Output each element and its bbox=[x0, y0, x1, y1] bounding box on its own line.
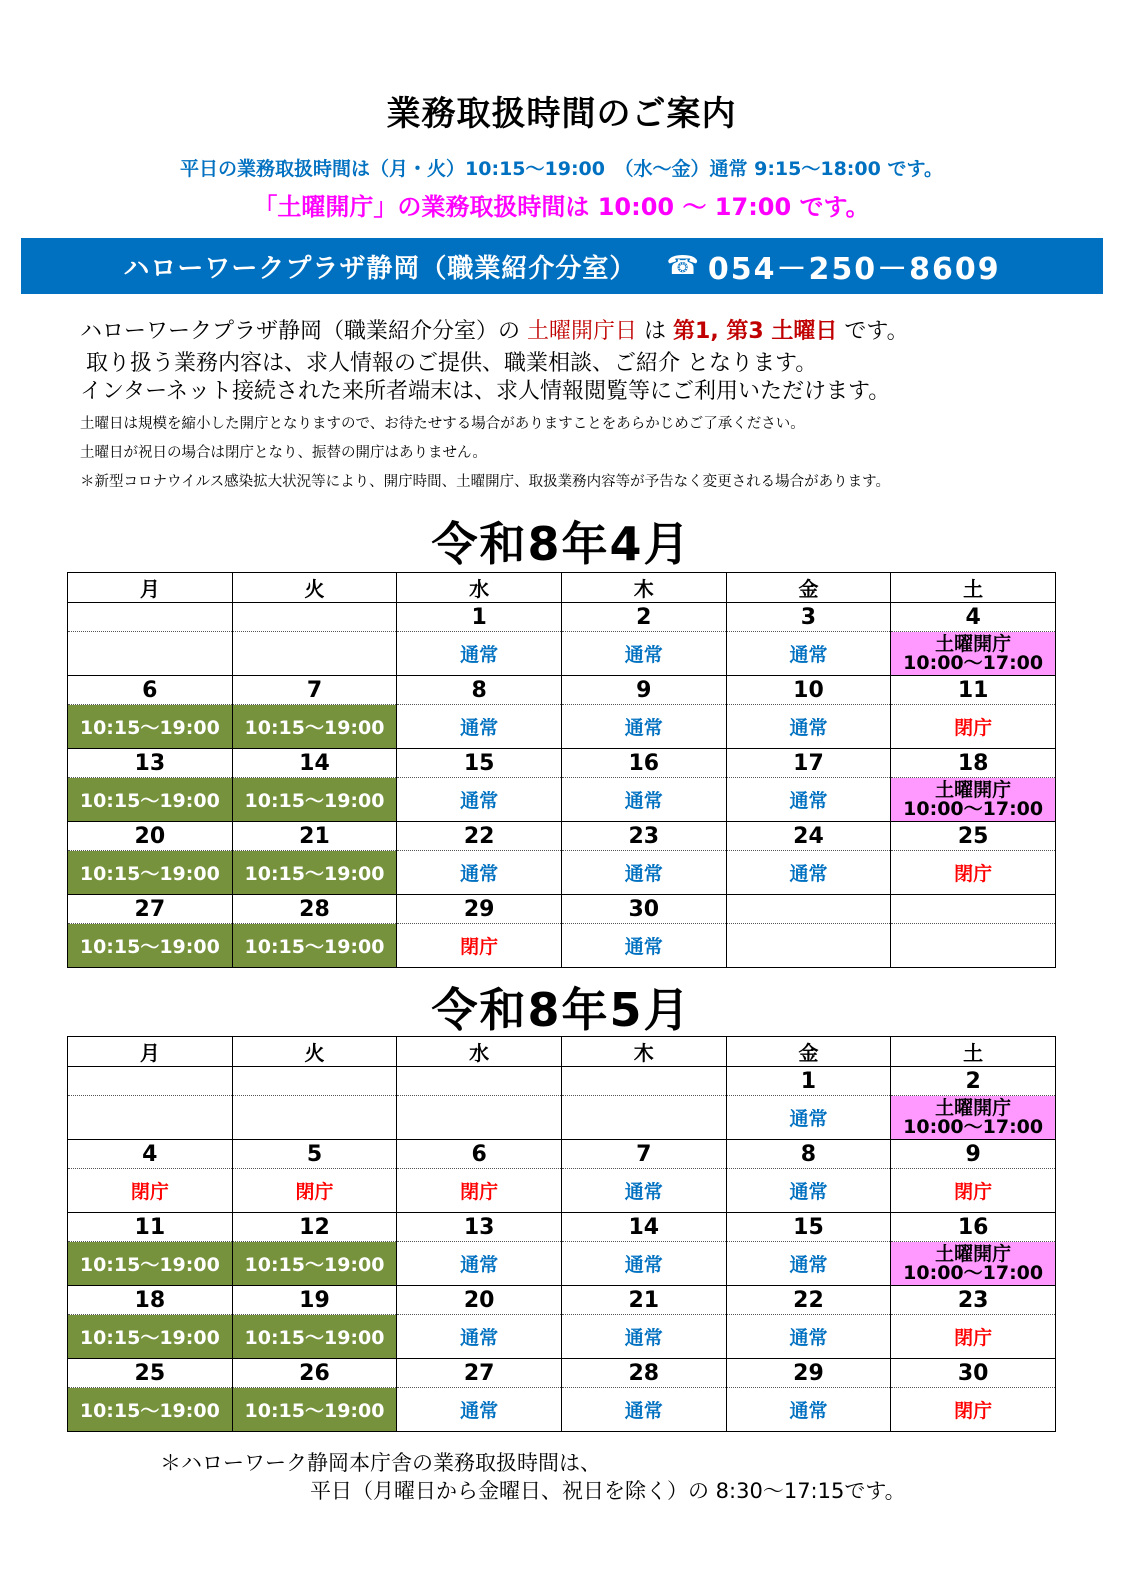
status-closed: 閉庁 bbox=[232, 1169, 397, 1213]
weekday-header-row bbox=[68, 573, 1056, 603]
day-number: 8 bbox=[726, 1140, 891, 1169]
day-number: 16 bbox=[561, 749, 726, 778]
day-number: 21 bbox=[232, 822, 397, 851]
day-number: 23 bbox=[891, 1286, 1056, 1315]
status-extended-hours: 10:15～19:00 bbox=[68, 924, 233, 968]
note-covid-changes: ＊新型コロナウイルス感染拡大状況等により、開庁時間、土曜開庁、取扱業務内容等が予告なく変更される場合があります。 bbox=[80, 474, 890, 490]
day-number: 19 bbox=[232, 1286, 397, 1315]
status-normal: 通常 bbox=[561, 632, 726, 676]
status-normal: 通常 bbox=[397, 778, 562, 822]
weekday-header-row bbox=[68, 1037, 1056, 1067]
week-date-row bbox=[68, 1067, 1056, 1096]
saturday-open-hours: 10:00～17:00 bbox=[903, 797, 1044, 820]
status-normal: 通常 bbox=[726, 1315, 891, 1359]
day-number: 7 bbox=[561, 1140, 726, 1169]
day-number: 10 bbox=[726, 676, 891, 705]
status-normal: 通常 bbox=[726, 1169, 891, 1213]
day-number: 27 bbox=[397, 1359, 562, 1388]
empty-cell bbox=[68, 1096, 233, 1140]
week-status-row bbox=[68, 1388, 1056, 1432]
week-date-row bbox=[68, 1286, 1056, 1315]
phone-number: 054－250－8609 bbox=[707, 252, 1001, 287]
day-number: 7 bbox=[232, 676, 397, 705]
week-status-row bbox=[68, 778, 1056, 822]
day-number: 2 bbox=[561, 603, 726, 632]
day-number: 15 bbox=[726, 1213, 891, 1242]
saturday-open-label: 土曜開庁 bbox=[935, 1096, 1012, 1119]
status-extended-hours: 10:15～19:00 bbox=[68, 851, 233, 895]
status-closed: 閉庁 bbox=[891, 1315, 1056, 1359]
status-saturday-open bbox=[891, 632, 1056, 676]
day-number: 12 bbox=[232, 1213, 397, 1242]
weekday-header: 月 bbox=[68, 573, 233, 603]
status-extended-hours: 10:15～19:00 bbox=[232, 705, 397, 749]
day-number bbox=[232, 603, 397, 632]
status-closed: 閉庁 bbox=[891, 705, 1056, 749]
weekday-header: 水 bbox=[397, 573, 562, 603]
saturday-open-label: 土曜開庁 bbox=[935, 632, 1012, 655]
day-number: 11 bbox=[68, 1213, 233, 1242]
status-normal: 通常 bbox=[561, 851, 726, 895]
day-number bbox=[68, 603, 233, 632]
empty-cell bbox=[232, 1096, 397, 1140]
week-date-row bbox=[68, 676, 1056, 705]
day-number: 18 bbox=[891, 749, 1056, 778]
day-number: 15 bbox=[397, 749, 562, 778]
day-number: 1 bbox=[397, 603, 562, 632]
note-holiday-closed: 土曜日が祝日の場合は閉庁となり、振替の開庁はありません。 bbox=[80, 445, 487, 461]
empty-cell bbox=[561, 1096, 726, 1140]
status-normal: 通常 bbox=[561, 1242, 726, 1286]
day-number: 22 bbox=[397, 822, 562, 851]
month-title-april: 令和8年4月 bbox=[431, 517, 692, 571]
status-normal: 通常 bbox=[561, 1315, 726, 1359]
status-normal: 通常 bbox=[726, 1388, 891, 1432]
office-banner bbox=[21, 238, 1103, 294]
week-status-row bbox=[68, 632, 1056, 676]
day-number: 30 bbox=[561, 895, 726, 924]
week-status-row bbox=[68, 1096, 1056, 1140]
day-number: 8 bbox=[397, 676, 562, 705]
calendar-april bbox=[67, 572, 1056, 968]
status-normal: 通常 bbox=[726, 632, 891, 676]
weekday-header: 木 bbox=[561, 1037, 726, 1067]
status-extended-hours: 10:15～19:00 bbox=[232, 851, 397, 895]
day-number: 23 bbox=[561, 822, 726, 851]
day-number: 9 bbox=[891, 1140, 1056, 1169]
day-number: 25 bbox=[68, 1359, 233, 1388]
day-number: 17 bbox=[726, 749, 891, 778]
weekday-header: 金 bbox=[726, 1037, 891, 1067]
info-saturday-open-label: 土曜開庁日 bbox=[527, 319, 638, 344]
weekday-header: 水 bbox=[397, 1037, 562, 1067]
day-number: 20 bbox=[68, 822, 233, 851]
status-saturday-open bbox=[891, 1096, 1056, 1140]
weekday-hours-text: 平日の業務取扱時間は（月・火）10:15～19:00 （水～金）通常 9:15～18:00 です。 bbox=[180, 158, 943, 180]
weekday-header: 土 bbox=[891, 1037, 1056, 1067]
page-title: 業務取扱時間のご案内 bbox=[386, 94, 737, 134]
status-extended-hours: 10:15～19:00 bbox=[232, 778, 397, 822]
status-normal: 通常 bbox=[397, 632, 562, 676]
day-number: 4 bbox=[68, 1140, 233, 1169]
status-extended-hours: 10:15～19:00 bbox=[68, 778, 233, 822]
day-number: 11 bbox=[891, 676, 1056, 705]
saturday-open-hours: 10:00～17:00 bbox=[903, 651, 1044, 674]
day-number: 21 bbox=[561, 1286, 726, 1315]
day-number: 18 bbox=[68, 1286, 233, 1315]
week-date-row bbox=[68, 822, 1056, 851]
day-number: 5 bbox=[232, 1140, 397, 1169]
status-extended-hours: 10:15～19:00 bbox=[232, 1242, 397, 1286]
day-number: 6 bbox=[68, 676, 233, 705]
week-date-row bbox=[68, 749, 1056, 778]
saturday-open-hours: 10:00～17:00 bbox=[903, 1261, 1044, 1284]
day-number: 24 bbox=[726, 822, 891, 851]
day-number bbox=[397, 1067, 562, 1096]
day-number: 6 bbox=[397, 1140, 562, 1169]
status-normal: 通常 bbox=[561, 1388, 726, 1432]
empty-cell bbox=[891, 924, 1056, 968]
phone-icon: ☎ bbox=[666, 251, 700, 281]
day-number: 13 bbox=[68, 749, 233, 778]
status-normal: 通常 bbox=[726, 1096, 891, 1140]
day-number: 22 bbox=[726, 1286, 891, 1315]
footer-main-office-hours: 平日（月曜日から金曜日、祝日を除く）の 8:30～17:15です。 bbox=[310, 1479, 906, 1503]
empty-cell bbox=[232, 632, 397, 676]
services-info: 取り扱う業務内容は、求人情報のご提供、職業相談、ご紹介 となります。 bbox=[86, 351, 818, 376]
status-normal: 通常 bbox=[397, 851, 562, 895]
day-number: 4 bbox=[891, 603, 1056, 632]
status-closed: 閉庁 bbox=[397, 924, 562, 968]
day-number: 14 bbox=[561, 1213, 726, 1242]
status-closed: 閉庁 bbox=[891, 1388, 1056, 1432]
day-number: 26 bbox=[232, 1359, 397, 1388]
day-number: 14 bbox=[232, 749, 397, 778]
weekday-header: 火 bbox=[232, 1037, 397, 1067]
day-number: 16 bbox=[891, 1213, 1056, 1242]
status-normal: 通常 bbox=[561, 778, 726, 822]
day-number bbox=[232, 1067, 397, 1096]
day-number bbox=[726, 895, 891, 924]
status-closed: 閉庁 bbox=[891, 851, 1056, 895]
week-status-row bbox=[68, 851, 1056, 895]
empty-cell bbox=[68, 632, 233, 676]
note-reduced-scale: 土曜日は規模を縮小した開庁となりますので、お待たせする場合がありますことをあらかじめご了承ください。 bbox=[80, 416, 805, 432]
day-number: 3 bbox=[726, 603, 891, 632]
day-number: 20 bbox=[397, 1286, 562, 1315]
info-connector-text: は bbox=[644, 319, 667, 344]
status-saturday-open bbox=[891, 1242, 1056, 1286]
week-date-row bbox=[68, 1213, 1056, 1242]
day-number bbox=[891, 895, 1056, 924]
weekday-header: 月 bbox=[68, 1037, 233, 1067]
week-date-row bbox=[68, 603, 1056, 632]
status-saturday-open bbox=[891, 778, 1056, 822]
day-number: 30 bbox=[891, 1359, 1056, 1388]
week-status-row bbox=[68, 1242, 1056, 1286]
status-closed: 閉庁 bbox=[397, 1169, 562, 1213]
day-number: 9 bbox=[561, 676, 726, 705]
day-number: 27 bbox=[68, 895, 233, 924]
status-normal: 通常 bbox=[561, 1169, 726, 1213]
day-number bbox=[561, 1067, 726, 1096]
weekday-header: 木 bbox=[561, 573, 726, 603]
terminal-info: インターネット接続された来所者端末は、求人情報閲覧等にご利用いただけます。 bbox=[80, 379, 891, 404]
status-normal: 通常 bbox=[726, 851, 891, 895]
status-normal: 通常 bbox=[561, 924, 726, 968]
day-number: 29 bbox=[397, 895, 562, 924]
status-closed: 閉庁 bbox=[891, 1169, 1056, 1213]
info-office-text: ハローワークプラザ静岡（職業紹介分室）の bbox=[80, 319, 521, 344]
week-status-row bbox=[68, 1169, 1056, 1213]
day-number bbox=[68, 1067, 233, 1096]
saturday-open-hours: 10:00～17:00 bbox=[903, 1115, 1044, 1138]
status-extended-hours: 10:15～19:00 bbox=[68, 1388, 233, 1432]
day-number: 29 bbox=[726, 1359, 891, 1388]
empty-cell bbox=[397, 1096, 562, 1140]
week-status-row bbox=[68, 705, 1056, 749]
status-extended-hours: 10:15～19:00 bbox=[68, 1315, 233, 1359]
status-extended-hours: 10:15～19:00 bbox=[232, 1388, 397, 1432]
week-date-row bbox=[68, 895, 1056, 924]
day-number: 28 bbox=[232, 895, 397, 924]
status-extended-hours: 10:15～19:00 bbox=[232, 924, 397, 968]
week-date-row bbox=[68, 1359, 1056, 1388]
weekday-header: 火 bbox=[232, 573, 397, 603]
weekday-header: 土 bbox=[891, 573, 1056, 603]
day-number: 2 bbox=[891, 1067, 1056, 1096]
status-normal: 通常 bbox=[726, 1242, 891, 1286]
empty-cell bbox=[726, 924, 891, 968]
day-number: 25 bbox=[891, 822, 1056, 851]
footer-main-office-note: ＊ハローワーク静岡本庁舎の業務取扱時間は、 bbox=[160, 1451, 601, 1475]
office-name: ハローワークプラザ静岡（職業紹介分室） bbox=[123, 253, 637, 284]
saturday-open-label: 土曜開庁 bbox=[935, 778, 1012, 801]
status-normal: 通常 bbox=[397, 1315, 562, 1359]
status-normal: 通常 bbox=[561, 705, 726, 749]
status-normal: 通常 bbox=[726, 705, 891, 749]
week-status-row bbox=[68, 924, 1056, 968]
week-status-row bbox=[68, 1315, 1056, 1359]
status-extended-hours: 10:15～19:00 bbox=[232, 1315, 397, 1359]
day-number: 13 bbox=[397, 1213, 562, 1242]
info-saturday-weeks: 第1, 第3 土曜日 bbox=[673, 319, 838, 344]
month-title-may: 令和8年5月 bbox=[431, 983, 692, 1037]
status-extended-hours: 10:15～19:00 bbox=[68, 1242, 233, 1286]
saturday-hours-text: 「土曜開庁」の業務取扱時間は 10:00 ～ 17:00 です。 bbox=[253, 193, 870, 221]
day-number: 28 bbox=[561, 1359, 726, 1388]
status-closed: 閉庁 bbox=[68, 1169, 233, 1213]
day-number: 1 bbox=[726, 1067, 891, 1096]
info-end-text: です。 bbox=[844, 319, 909, 344]
status-normal: 通常 bbox=[726, 778, 891, 822]
saturday-open-label: 土曜開庁 bbox=[935, 1242, 1012, 1265]
status-normal: 通常 bbox=[397, 1242, 562, 1286]
calendar-may bbox=[67, 1036, 1056, 1432]
weekday-header: 金 bbox=[726, 573, 891, 603]
status-normal: 通常 bbox=[397, 705, 562, 749]
status-extended-hours: 10:15～19:00 bbox=[68, 705, 233, 749]
status-normal: 通常 bbox=[397, 1388, 562, 1432]
saturday-schedule-info bbox=[80, 314, 909, 345]
week-date-row bbox=[68, 1140, 1056, 1169]
